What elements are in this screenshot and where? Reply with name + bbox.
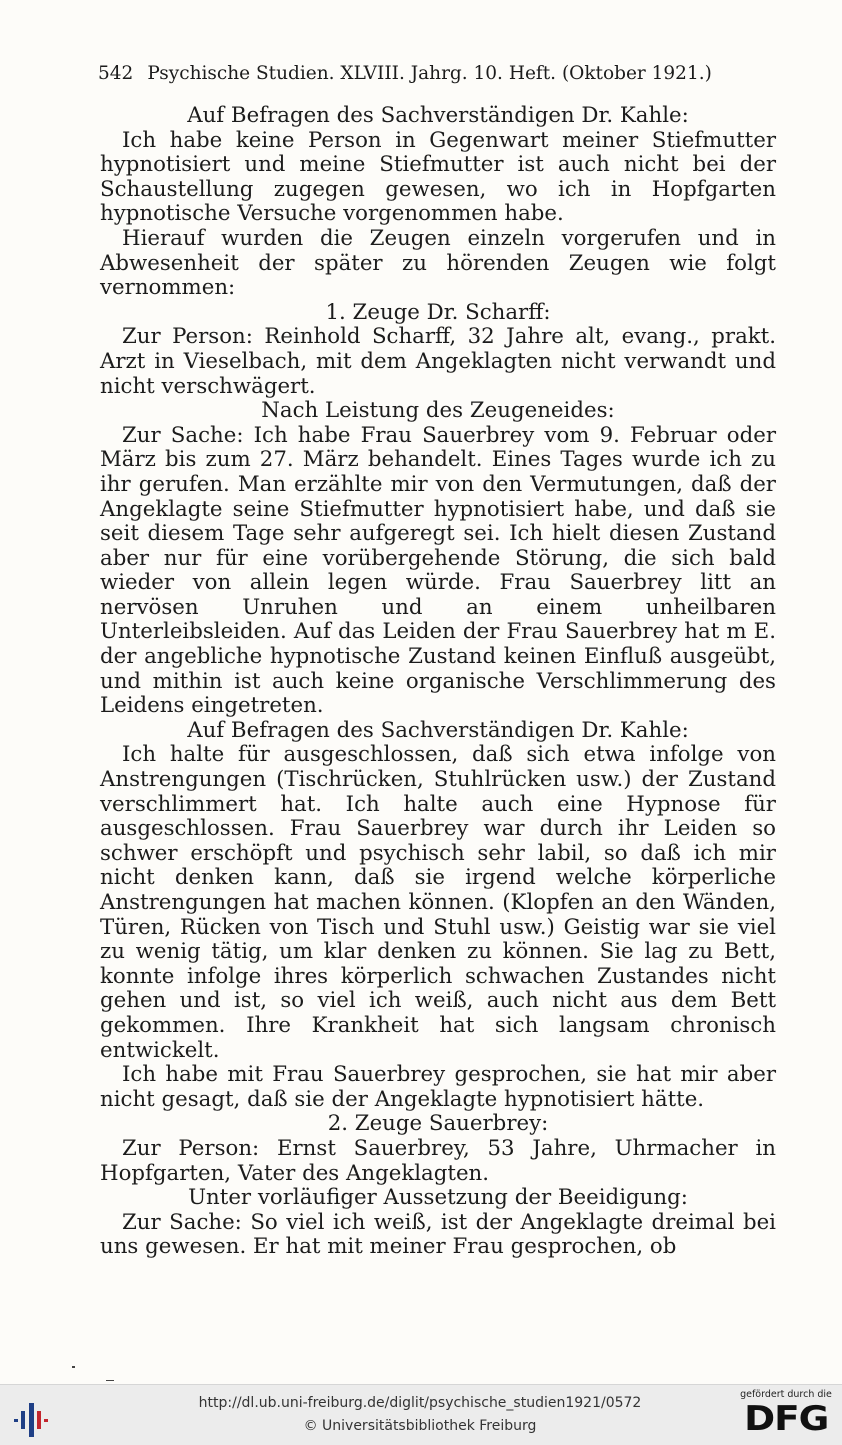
ub-freiburg-logo-icon[interactable] xyxy=(14,1397,58,1437)
section-heading: Auf Befragen des Sachverständigen Dr. Kahle: xyxy=(187,717,689,743)
paragraph: Zur Sache: Ich habe Frau Sauerbrey vom 9. Februar oder März bis zum 27. März behandelt. Eines Tages wurde ich zu ihr gerufen. Man erzählte mir von den Vermutungen, daß der Angeklagte seine Stiefmutter hypnotisiert habe, und daß sie seit diesem Tage sehr aufgeregt sei. Ich hielt diesen Zustand aber nur für eine vorübergehende Störung, die sich bald wieder von allein legen würde. Frau Sauerbrey litt an nervösen Unruhen und an einem unheilbaren Unterleibsleiden. Auf das Leiden der Frau Sauerbrey hat m E. der angebliche hypnotische Zustand keinen Einfluß ausgeübt, und mithin ist auch keine organische Verschlimmerung des Leidens eingetreten. xyxy=(100,422,776,719)
paragraph: Zur Person: Reinhold Scharff, 32 Jahre alt, evang., prakt. Arzt in Vieselbach, mit dem Angeklagten nicht verwandt und nicht verschwägert. xyxy=(100,324,776,399)
paragraph: Ich habe keine Person in Gegenwart meiner Stiefmutter hypnotisiert und meine Stiefmutter ist auch nicht bei der Schaustellung zugegen gewesen, wo ich in Hopfgarten hypnotische Versuche vorgenommen habe. xyxy=(100,127,776,227)
section-heading: 2. Zeuge Sauerbrey: xyxy=(327,1111,549,1137)
paragraph: Hierauf wurden die Zeugen einzeln vorgerufen und in Abwesenheit der später zu hörenden Zeugen wie folgt vernommen: xyxy=(100,225,776,301)
dfg-logo[interactable] xyxy=(740,1389,832,1441)
scan-speck xyxy=(72,1366,75,1368)
footer-url-link[interactable]: http://dl.ub.uni-freiburg.de/diglit/psychische_studien1921/0572 xyxy=(198,1395,642,1411)
running-title: Psychische Studien. XLVIII. Jahrg. 10. Heft. (Oktober 1921.) xyxy=(147,63,712,84)
dfg-logo-text: DFG xyxy=(743,1399,828,1439)
running-header xyxy=(98,62,738,86)
footer-bar xyxy=(0,1384,842,1445)
paragraph: Ich habe mit Frau Sauerbrey gesprochen, sie hat mir aber nicht gesagt, daß sie der Angeklagte hypnotisiert hätte. xyxy=(100,1062,776,1112)
section-heading: 1. Zeuge Dr. Scharff: xyxy=(325,299,551,325)
paragraph: Zur Sache: So viel ich weiß, ist der Angeklagte dreimal bei uns gewesen. Er hat mit meiner Frau gesprochen, ob xyxy=(100,1209,776,1260)
section-heading: Auf Befragen des Sachverständigen Dr. Kahle: xyxy=(187,103,689,128)
paragraph: Zur Person: Ernst Sauerbrey, 53 Jahre, Uhrmacher in Hopfgarten, Vater des Angeklagten. xyxy=(100,1135,776,1186)
section-heading: Nach Leistung des Zeugeneides: xyxy=(261,398,615,424)
page-number: 542 xyxy=(98,63,134,84)
section-heading: Unter vorläufiger Aussetzung der Beeidigung: xyxy=(188,1185,688,1211)
footer-copyright: © Universitätsbibliothek Freiburg xyxy=(303,1418,537,1434)
paragraph: Ich halte für ausgeschlossen, daß sich etwa infolge von Anstrengungen (Tischrücken, Stuhlrücken usw.) der Zustand verschlimmert hat. Ich halte auch eine Hypnose für ausgeschlossen. Frau Sauerbrey war durch ihr Leiden so schwer erschöpft und psychisch sehr labil, so daß ich mir nicht denken kann, daß sie irgend welche körperliche Anstrengungen hat machen können. (Klopfen an den Wänden, Türen, Rücken von Tisch und Stuhl usw.) Geistig war sie viel zu wenig tätig, um klar denken zu können. Sie lag zu Bett, konnte infolge ihres körperlich schwachen Zustandes nicht gehen und ist, so viel ich weiß, auch nicht aus dem Bett gekommen. Ihre Krankheit hat sich langsam chronisch entwickelt. xyxy=(100,742,776,1063)
dfg-caption: gefördert durch die xyxy=(740,1389,832,1400)
body-text xyxy=(100,104,776,1260)
scan-speck xyxy=(106,1380,114,1381)
